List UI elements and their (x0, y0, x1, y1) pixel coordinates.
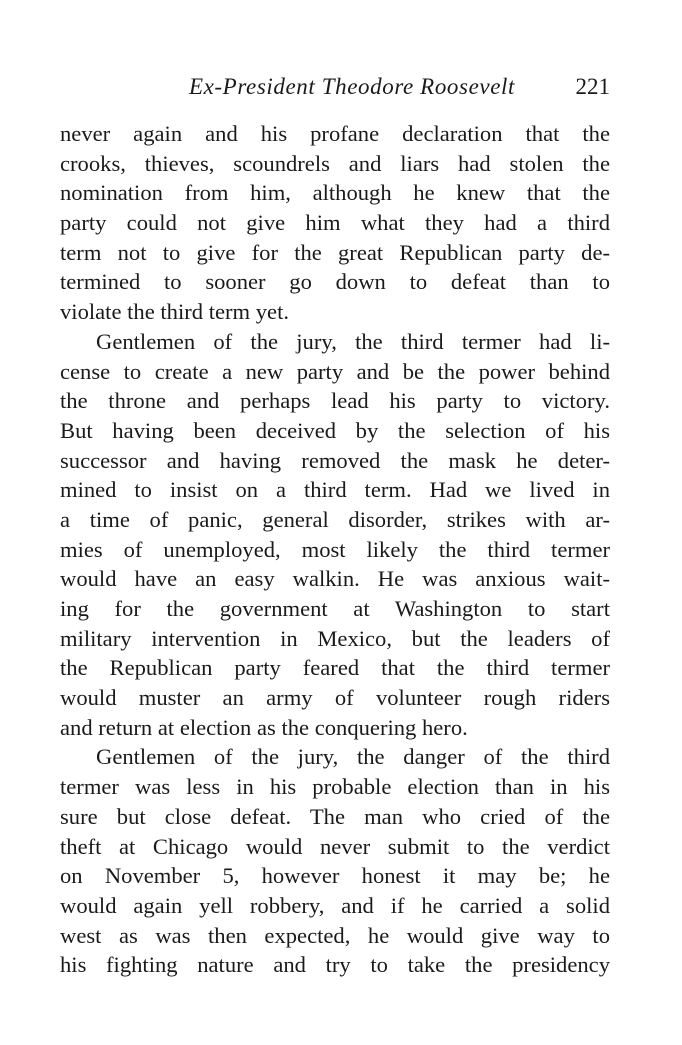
text-line: would have an easy walkin. He was anxious wait- (60, 566, 610, 592)
text-line: successor and having removed the mask he deter- (60, 447, 610, 473)
body-text (60, 119, 610, 980)
text-line: west as was then expected, he would give way to (60, 922, 610, 948)
text-line: term not to give for the great Republican party de- (60, 239, 610, 265)
text-line: crooks, thieves, scoundrels and liars had stolen the (60, 150, 610, 176)
text-line: the throne and perhaps lead his party to victory. (60, 388, 610, 414)
text-line: would muster an army of volunteer rough riders (60, 685, 610, 711)
paragraph-start-line: Gentlemen of the jury, the third termer had li- (96, 328, 610, 354)
text-line: violate the third term yet. (60, 299, 290, 325)
text-line: would again yell robbery, and if he carried a solid (60, 892, 610, 918)
text-line: But having been deceived by the selection of his (60, 417, 610, 443)
running-head (60, 74, 610, 106)
text-line: military intervention in Mexico, but the leaders of (60, 625, 610, 651)
text-line: on November 5, however honest it may be; he (60, 863, 610, 889)
page-number: 221 (575, 74, 610, 99)
text-line: the Republican party feared that the third termer (60, 655, 610, 681)
text-line: cense to create a new party and be the power behind (60, 358, 610, 384)
text-line: mined to insist on a third term. Had we lived in (60, 477, 610, 503)
text-line: sure but close defeat. The man who cried of the (60, 803, 610, 829)
text-line: theft at Chicago would never submit to the verdict (60, 833, 610, 859)
text-line: mies of unemployed, most likely the third termer (60, 536, 610, 562)
text-line: a time of panic, general disorder, strikes with ar- (60, 506, 610, 532)
paragraph-start-line: Gentlemen of the jury, the danger of the third (96, 744, 610, 770)
text-line: party could not give him what they had a third (60, 210, 610, 236)
running-title: Ex-President Theodore Roosevelt (188, 74, 515, 99)
text-line: termer was less in his probable election than in his (60, 774, 610, 800)
text-line: ing for the government at Washington to start (60, 596, 610, 621)
text-line: termined to sooner go down to defeat than to (60, 269, 610, 295)
text-line: never again and his profane declaration that the (60, 121, 610, 146)
text-line: and return at election as the conquering hero. (60, 714, 468, 740)
text-line: nomination from him, although he knew that the (60, 180, 610, 206)
text-line: his fighting nature and try to take the presidency (60, 952, 610, 978)
